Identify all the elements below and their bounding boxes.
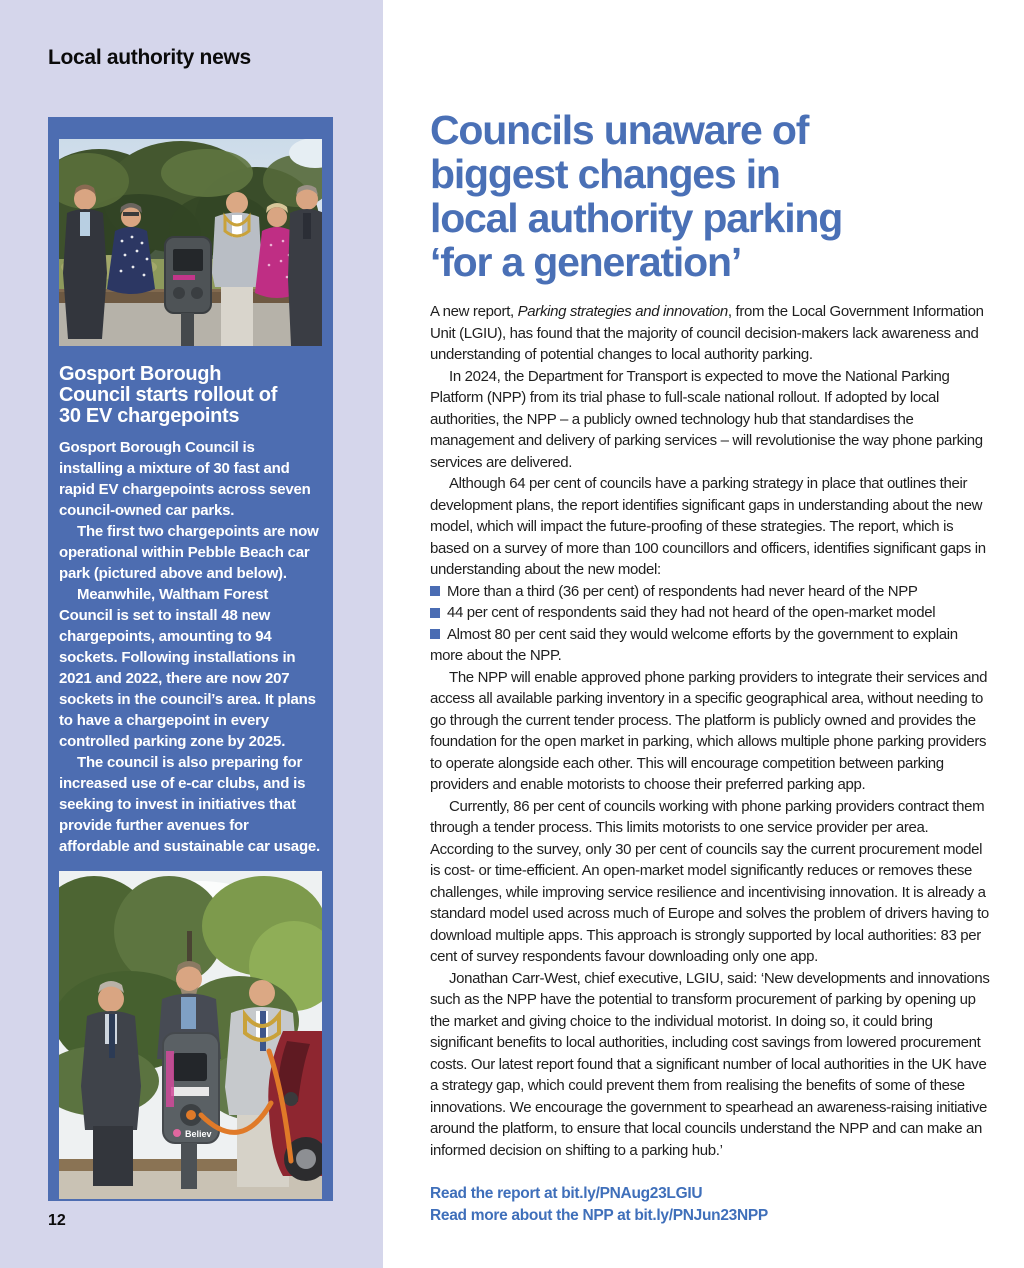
bullet-item: Almost 80 per cent said they would welcome efforts by the government to explain more about the NPP. bbox=[430, 625, 958, 664]
report-link[interactable]: bit.ly/PNAug23LGIU bbox=[561, 1185, 703, 1202]
article-paragraph: Currently, 86 per cent of councils working with phone parking providers contract them through a tender process. This limits motorists to one service provider per area. According to the survey, only 30 per cent of councils say the current procurement model is cost- or time-efficient. An open-market model significantly reduces or removes these challenges, while improving service resilience and incentivising innovation. It is already a standard model used across much of Europe and solves the problem of drivers having to download multiple apps. This approach is strongly supported by local authorities: 83 per cent of survey respondents favour downloading only one app. bbox=[430, 797, 989, 965]
report-link-line: Read the report at bit.ly/PNAug23LGIU bbox=[430, 1185, 703, 1202]
photo-top-chargepoint-group bbox=[59, 139, 322, 346]
article-body bbox=[430, 301, 994, 1161]
article-paragraph: Jonathan Carr-West, chief executive, LGIU, said: ‘New developments and innovations such as the NPP have the potential to transform procurement of parking by opening up the market and giving choice to the individual motorist. In doing so, it could bring significant benefits to local authorities, including cost savings from lowered procurement costs. Our latest report found that a significant number of local authorities in the UK have a strategy gap, which could prevent them from realising the benefits of some of these innovations. We encourage the government to spearhead an awareness-raising initiative around the platform, to ensure that local councils understand the NPP and can make an informed decision on shifting to a parking hub.’ bbox=[430, 969, 990, 1159]
report-title-italic: Parking strategies and innovation bbox=[517, 303, 728, 320]
sidebar-paragraph: The first two chargepoints are now operational within Pebble Beach car park (pictured above and below). bbox=[59, 523, 319, 582]
page-number: 12 bbox=[48, 1212, 66, 1229]
sidebar-card bbox=[48, 117, 333, 1201]
bullet-list bbox=[430, 581, 994, 667]
chargepoint-brand-label: Believ bbox=[185, 1129, 212, 1139]
sidebar-paragraph: Gosport Borough Council is installing a mixture of 30 fast and rapid EV chargepoints across seven council-owned car parks. bbox=[59, 439, 311, 519]
bullet-square-icon bbox=[430, 608, 440, 618]
page-kicker: Local authority news bbox=[48, 46, 251, 69]
npp-link-line: Read more about the NPP at bit.ly/PNJun23NPP bbox=[430, 1207, 768, 1224]
bullet-item: 44 per cent of respondents said they had not heard of the open-market model bbox=[430, 602, 994, 624]
photo-bottom-charging-car bbox=[59, 871, 322, 1199]
bullet-item: More than a third (36 per cent) of respondents had never heard of the NPP bbox=[430, 581, 994, 603]
sidebar-body bbox=[59, 437, 322, 857]
npp-link[interactable]: bit.ly/PNJun23NPP bbox=[634, 1207, 768, 1224]
sidebar-paragraph: The council is also preparing for increased use of e-car clubs, and is seeking to invest in initiatives that provide further avenues for affordable and sustainable car usage. bbox=[59, 754, 321, 855]
article-links bbox=[430, 1183, 994, 1227]
sidebar-heading: Gosport Borough Council starts rollout of 30 EV chargepoints bbox=[59, 363, 278, 427]
left-column bbox=[0, 0, 383, 1268]
article-intro-paragraph: A new report, Parking strategies and innovation, from the Local Government Information Unit (LGIU), has found that the majority of council decision-makers lack awareness and understanding of potential changes to local authority parking. bbox=[430, 303, 984, 363]
article-headline: Councils unaware of biggest changes in local authority parking ‘for a generation’ bbox=[430, 107, 843, 285]
article-paragraph: In 2024, the Department for Transport is expected to move the National Parking Platform (NPP) from its trial phase to full-scale national rollout. If adopted by local authorities, the NPP – a publicly owned technology hub that standardises the management and delivery of parking services – will revolutionise the way phone parking services are delivered. bbox=[430, 367, 983, 471]
article-paragraph: Although 64 per cent of councils have a parking strategy in place that outlines their development plans, the report identifies significant gaps in understanding about the new model, which will impact the future-proofing of these strategies. The report, which is based on a survey of more than 100 councillors and officers, identifies significant gaps in understanding about the new model: bbox=[430, 475, 986, 578]
article-paragraph: The NPP will enable approved phone parking providers to integrate their services and access all available parking inventory in a specific geographical area, without needing to go through the current tender process. The platform is publicly owned and provides the foundation for the open market in parking, which allows multiple phone parking providers to operate alongside each other. This will encourage competition between parking providers and enable motorists to choose their preferred parking app. bbox=[430, 668, 988, 793]
bullet-square-icon bbox=[430, 629, 440, 639]
bullet-square-icon bbox=[430, 586, 440, 596]
red-car bbox=[268, 1031, 322, 1181]
sidebar-paragraph: Meanwhile, Waltham Forest Council is set to install 48 new chargepoints, amounting to 94 sockets. Following installations in 2021 and 2022, there are now 207 sockets in the council’s area. It plans to have a chargepoint in every controlled parking zone by 2025. bbox=[59, 586, 316, 750]
article-column bbox=[430, 108, 994, 1227]
